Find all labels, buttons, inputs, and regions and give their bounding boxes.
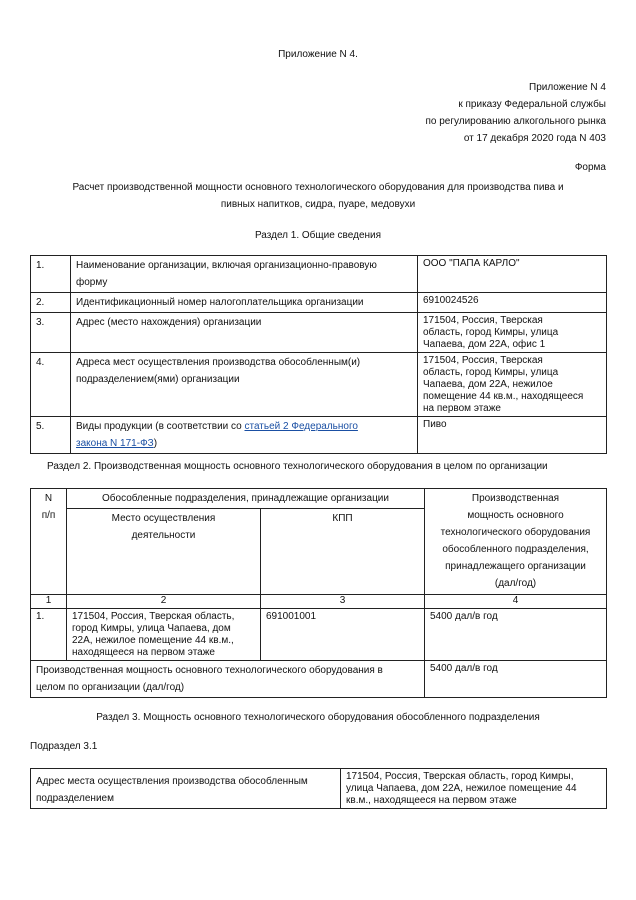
row-value-line: ООО "ПАПА КАРЛО" — [423, 258, 520, 269]
row-number: 1. — [31, 609, 67, 661]
total-label-line: целом по организации (дал/год) — [36, 682, 185, 693]
row-value: 6910024526 — [418, 293, 607, 313]
address-label — [31, 769, 341, 809]
annex-line: Приложение N 4 — [529, 82, 606, 93]
row-label: Адрес (место нахождения) организации — [71, 313, 418, 353]
header-line: Производственная — [471, 493, 560, 504]
column-header-capacity — [425, 489, 607, 595]
address-label-line: подразделением — [36, 793, 114, 804]
row-number: 3. — [31, 313, 71, 353]
header-line: N — [44, 493, 53, 504]
section3-title: Раздел 3. Мощность основного технологического оборудования обособленного подразделения — [96, 712, 540, 723]
row-value — [418, 313, 607, 353]
row-label-line: Наименование организации, включая организационно-правовую — [76, 260, 377, 271]
general-info-table — [30, 255, 607, 454]
header-line: (дал/год) — [494, 578, 537, 589]
table-row — [31, 293, 607, 313]
header-line: деятельности — [131, 530, 196, 541]
table-row — [31, 609, 607, 661]
subdivision-place — [67, 609, 261, 661]
row-number: 1. — [31, 256, 71, 293]
row-value: Пиво — [418, 417, 607, 454]
table-row — [31, 256, 607, 293]
row-value-line: Чапаева, дом 22А, офис 1 — [423, 339, 546, 350]
column-header-place — [67, 509, 261, 595]
table-row — [31, 313, 607, 353]
header-line: Место осуществления — [111, 513, 216, 524]
table-row — [31, 769, 607, 809]
section2-title: Раздел 2. Производственная мощность основного технологического оборудования в целом по организации — [47, 461, 548, 472]
column-number: 2 — [67, 595, 261, 609]
column-header-number — [31, 489, 67, 595]
table-row — [31, 417, 607, 454]
header-line: обособленного подразделения, — [442, 544, 589, 555]
header-line: технологического оборудования — [440, 527, 591, 538]
table-row — [31, 353, 607, 417]
subsection-title: Подраздел 3.1 — [30, 741, 98, 752]
row-label — [71, 353, 418, 417]
subdivision-kpp: 691001001 — [261, 609, 425, 661]
row-label-line: форму — [76, 277, 108, 288]
total-label-line: Производственная мощность основного технологического оборудования в — [36, 665, 383, 676]
law-article-link[interactable]: закона N 171-ФЗ — [76, 438, 154, 449]
column-numbers-row — [31, 595, 607, 609]
row-label — [71, 417, 418, 454]
row-value-line: Чапаева, дом 22А, нежилое — [423, 379, 553, 390]
header-line: принадлежащего организации — [445, 561, 586, 572]
place-line: город Кимры, улица Чапаева, дом — [72, 623, 231, 634]
row-value — [418, 353, 607, 417]
annex-line: по регулированию алкогольного рынка — [425, 116, 606, 127]
subdivision-address-table — [30, 768, 607, 809]
address-value-line: кв.м., находящееся на первом этаже — [346, 795, 517, 806]
total-value: 5400 дал/в год — [425, 661, 607, 698]
row-label-text: ) — [153, 438, 158, 449]
annex-line: от 17 декабря 2020 года N 403 — [463, 133, 606, 144]
place-line: 171504, Россия, Тверская область, — [72, 611, 235, 622]
subdivision-capacity: 5400 дал/в год — [425, 609, 607, 661]
law-article-link[interactable]: статьей 2 Федерального — [244, 421, 358, 432]
total-label — [31, 661, 425, 698]
row-number: 2. — [31, 293, 71, 313]
header-line: п/п — [41, 510, 56, 521]
column-number: 4 — [425, 595, 607, 609]
row-value-line: область, город Кимры, улица — [423, 327, 559, 338]
address-value — [341, 769, 607, 809]
table-header-row — [31, 489, 607, 509]
address-label-line: Адрес места осуществления производства обособленным — [36, 776, 308, 787]
row-value-line: помещение 44 кв.м., находящееся — [423, 391, 584, 402]
annex-reference — [300, 79, 606, 147]
form-title-line: пивных напитков, сидра, пуаре, медовухи — [220, 199, 416, 210]
row-value — [418, 256, 607, 293]
row-value-line: 171504, Россия, Тверская — [423, 355, 543, 366]
address-value-line: 171504, Россия, Тверская область, город Кимры, — [346, 771, 574, 782]
section1-title: Раздел 1. Общие сведения — [254, 230, 382, 241]
total-row — [31, 661, 607, 698]
form-title-line: Расчет производственной мощности основного технологического оборудования для производства пива и — [72, 182, 564, 193]
row-value-line: 171504, Россия, Тверская — [423, 315, 543, 326]
header-line: мощность основного — [467, 510, 564, 521]
column-header-kpp: КПП — [261, 509, 425, 595]
row-label-text: Виды продукции (в соответствии со — [76, 421, 245, 432]
form-label: Форма — [574, 162, 606, 173]
annex-title: Приложение N 4. — [278, 49, 358, 60]
capacity-table — [30, 488, 607, 698]
row-number: 5. — [31, 417, 71, 454]
row-label: Идентификационный номер налогоплательщика организации — [71, 293, 418, 313]
row-value-line: область, город Кимры, улица — [423, 367, 559, 378]
column-number: 1 — [31, 595, 67, 609]
address-value-line: улица Чапаева, дом 22А, нежилое помещение 44 — [346, 783, 577, 794]
row-label-line: подразделением(ями) организации — [76, 374, 240, 385]
column-header-subdivisions: Обособленные подразделения, принадлежащие организации — [67, 489, 425, 509]
row-number: 4. — [31, 353, 71, 417]
annex-line: к приказу Федеральной службы — [458, 99, 606, 110]
column-number: 3 — [261, 595, 425, 609]
row-label — [71, 256, 418, 293]
place-line: 22А, нежилое помещение 44 кв.м., — [72, 635, 234, 646]
row-label-line: Адреса мест осуществления производства обособленным(и) — [76, 357, 361, 368]
place-line: находящееся на первом этаже — [72, 647, 215, 658]
form-title — [0, 179, 636, 213]
row-value-line: на первом этаже — [423, 403, 501, 414]
